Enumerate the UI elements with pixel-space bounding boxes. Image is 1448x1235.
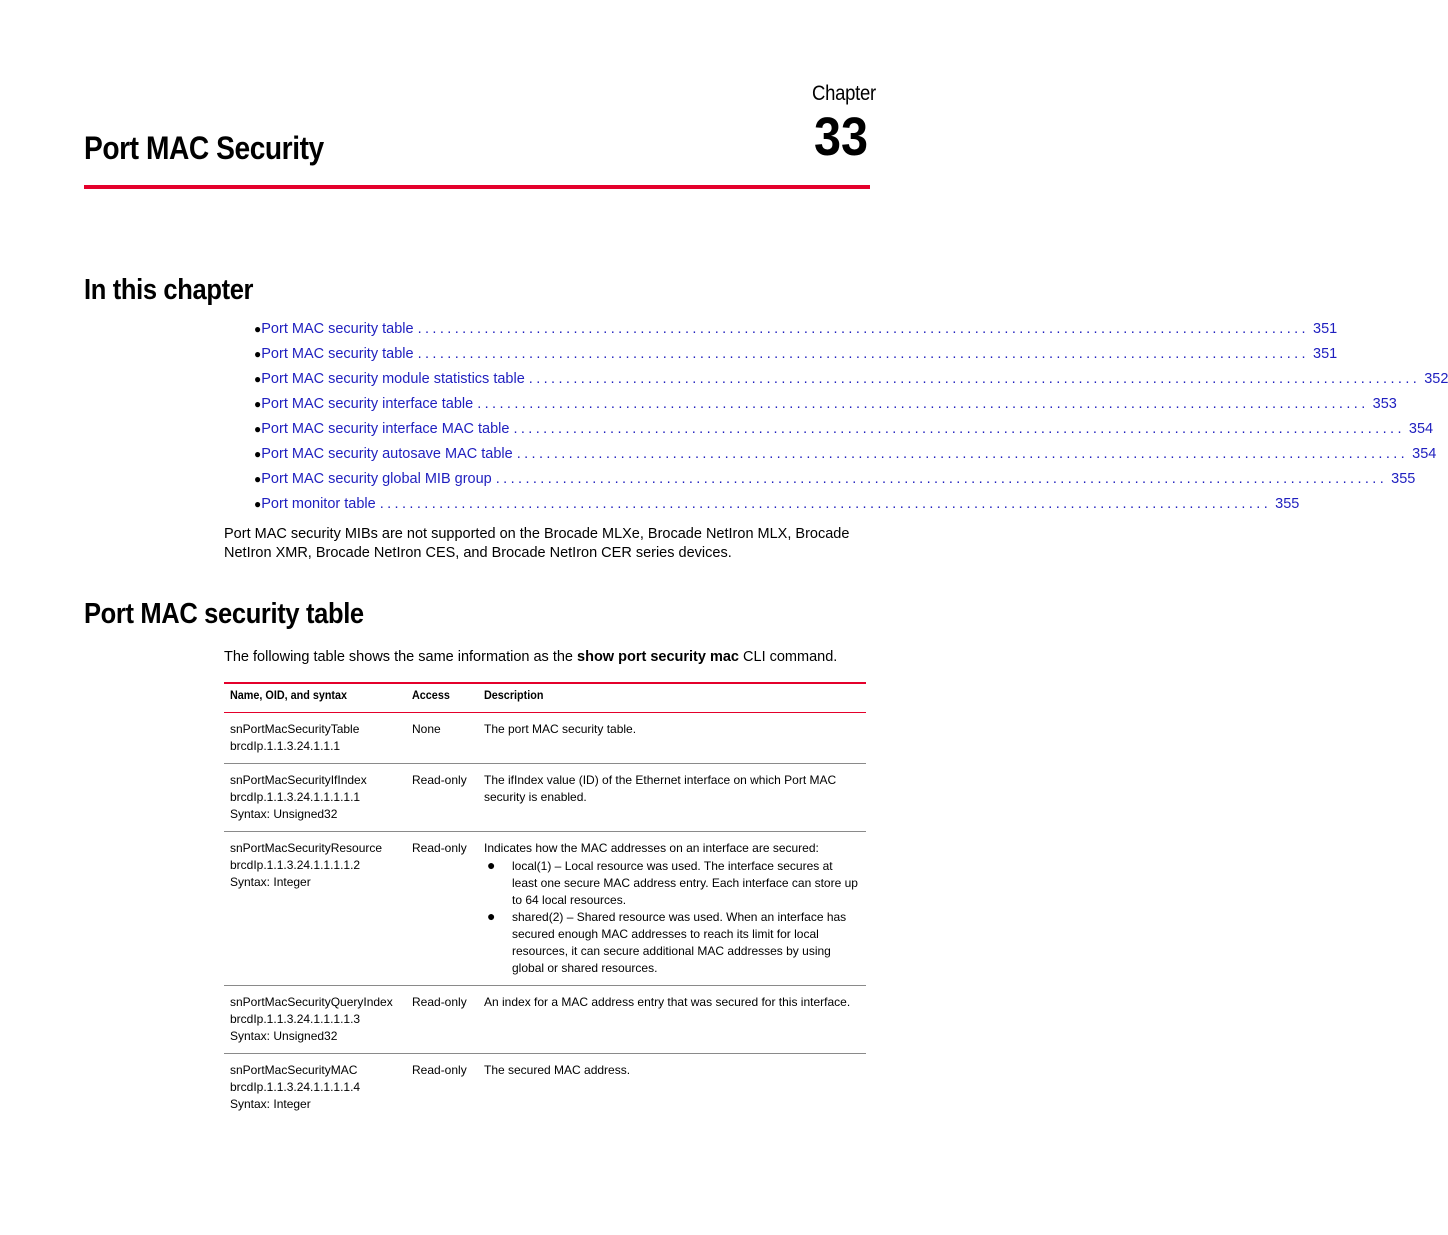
- toc-list: [254, 321, 1448, 521]
- chapter-title: Port MAC Security: [84, 130, 324, 166]
- bullet-icon: ●: [254, 447, 262, 461]
- dot-leader: ........................................................................................................................: [516, 446, 1409, 462]
- name-cell: [224, 1053, 406, 1121]
- toc-link[interactable]: Port monitor table: [261, 496, 376, 512]
- dot-leader: ........................................................................................................................: [379, 496, 1272, 512]
- dot-leader: ........................................................................................................................: [495, 471, 1388, 487]
- name-oid-line: snPortMacSecurityResource: [230, 841, 383, 855]
- bullet-icon: ●: [487, 908, 496, 925]
- toc-page-number[interactable]: 353: [1372, 396, 1397, 412]
- toc-item[interactable]: [254, 346, 1338, 371]
- access-cell: Read-only: [406, 764, 478, 832]
- chapter-number: 33: [814, 107, 869, 167]
- table-row: [224, 985, 866, 1053]
- toc-item[interactable]: [254, 371, 1448, 396]
- intro-text-end: CLI command.: [739, 649, 838, 665]
- toc-item[interactable]: [254, 446, 1437, 471]
- access-cell: None: [406, 713, 478, 764]
- access-cell: Read-only: [406, 832, 478, 986]
- toc-page-number[interactable]: 352: [1424, 371, 1448, 387]
- support-note: Port MAC security MIBs are not supported on the Brocade MLXe, Brocade NetIron MLX, Brocade NetIron XMR, Brocade NetIron CES, and Brocade NetIron CER series devices.: [224, 526, 850, 561]
- toc-item[interactable]: [254, 496, 1300, 521]
- dot-leader: ........................................................................................................................: [513, 421, 1405, 437]
- section-heading: Port MAC security table: [84, 598, 364, 630]
- mib-table: [224, 682, 866, 1121]
- description-cell: [478, 832, 866, 986]
- bullet-icon: ●: [254, 322, 262, 336]
- bullet-icon: ●: [487, 857, 496, 873]
- description-cell: [478, 1053, 866, 1121]
- bullet-icon: ●: [254, 347, 262, 361]
- intro-command: show port security mac: [577, 649, 739, 665]
- toc-link[interactable]: Port MAC security table: [261, 346, 414, 362]
- bullet-icon: ●: [254, 397, 262, 411]
- name-cell: [224, 764, 406, 832]
- bullet-icon: ●: [254, 497, 262, 511]
- in-this-chapter-heading: In this chapter: [84, 274, 254, 306]
- toc-item[interactable]: [254, 396, 1397, 421]
- dot-leader: ........................................................................................................................: [417, 346, 1309, 362]
- table-row: [224, 1053, 866, 1121]
- table-row: [224, 713, 866, 764]
- toc-link[interactable]: Port MAC security interface table: [261, 396, 474, 412]
- name-oid-line: Syntax: Integer: [230, 875, 311, 889]
- section-intro: [224, 648, 864, 667]
- bullet-icon: ●: [254, 472, 262, 486]
- toc-item[interactable]: [254, 321, 1338, 346]
- toc-link[interactable]: Port MAC security module statistics table: [261, 371, 525, 387]
- chapter-label: Chapter: [812, 82, 876, 105]
- name-oid-line: snPortMacSecurityQueryIndex: [230, 994, 393, 1009]
- dot-leader: ........................................................................................................................: [417, 321, 1309, 337]
- description-text: The secured MAC address.: [484, 1062, 631, 1077]
- name-oid-line: snPortMacSecurityMAC: [230, 1062, 358, 1077]
- name-oid-line: brcdIp.1.1.3.24.1.1.1.1.1: [230, 790, 361, 804]
- column-header: Name, OID, and syntax: [224, 683, 406, 713]
- name-oid-line: brcdIp.1.1.3.24.1.1.1.1.4: [230, 1079, 361, 1094]
- table-header-row: [224, 683, 866, 713]
- description-cell: [478, 713, 866, 764]
- description-text: The port MAC security table.: [484, 722, 637, 736]
- toc-page-number[interactable]: 355: [1275, 496, 1300, 512]
- name-oid-line: Syntax: Unsigned32: [230, 807, 338, 821]
- list-item: ● shared(2) – Shared resource was used. When an interface has secured enough MAC addresses to reach its limit for local resources, it can secure additional MAC addresses by using global or shared resources.: [487, 908, 847, 975]
- name-cell: [224, 985, 406, 1053]
- access-cell: Read-only: [412, 1062, 467, 1077]
- toc-item[interactable]: [254, 421, 1434, 446]
- toc-link[interactable]: Port MAC security global MIB group: [261, 471, 492, 487]
- toc-page-number[interactable]: 355: [1391, 471, 1416, 487]
- description-bullets: [484, 858, 860, 977]
- name-oid-line: Syntax: Unsigned32: [230, 1028, 338, 1043]
- toc-link[interactable]: Port MAC security autosave MAC table: [261, 446, 513, 462]
- toc-link[interactable]: Port MAC security interface MAC table: [261, 421, 510, 437]
- bullet-icon: ●: [254, 422, 262, 436]
- column-header: Description: [478, 683, 866, 713]
- name-oid-line: brcdIp.1.1.3.24.1.1.1.1.2: [230, 858, 361, 872]
- toc-page-number[interactable]: 351: [1313, 346, 1338, 362]
- description-text: Indicates how the MAC addresses on an interface are secured:: [484, 841, 819, 855]
- description-text: An index for a MAC address entry that was secured for this interface.: [484, 994, 851, 1009]
- intro-text: The following table shows the same information as the: [224, 649, 578, 665]
- name-oid-line: snPortMacSecurityTable: [230, 722, 360, 736]
- toc-item[interactable]: [254, 471, 1416, 496]
- description-text: The ifIndex value (ID) of the Ethernet interface on which Port MAC security is enabled.: [484, 773, 837, 804]
- name-oid-line: Syntax: Integer: [230, 1096, 311, 1111]
- toc-page-number[interactable]: 354: [1408, 421, 1434, 437]
- toc-page-number[interactable]: 351: [1313, 321, 1338, 337]
- description-cell: [478, 764, 866, 832]
- column-header: Access: [406, 683, 478, 713]
- name-cell: [224, 832, 406, 986]
- dot-leader: ........................................................................................................................: [528, 371, 1421, 387]
- toc-link[interactable]: Port MAC security table: [261, 321, 414, 337]
- chapter-rule: [84, 185, 870, 189]
- table-row: [224, 764, 866, 832]
- toc-page-number[interactable]: 354: [1412, 446, 1437, 462]
- description-cell: [478, 985, 866, 1053]
- name-oid-line: brcdIp.1.1.3.24.1.1.1: [230, 739, 341, 753]
- list-item: ● local(1) – Local resource was used. The interface secures at least one secure MAC address entry. Each interface can store up to 64 local resources.: [487, 857, 858, 907]
- name-oid-line: brcdIp.1.1.3.24.1.1.1.1.3: [230, 1011, 361, 1026]
- table-row: [224, 832, 866, 986]
- name-oid-line: snPortMacSecurityIfIndex: [230, 773, 367, 787]
- dot-leader: ........................................................................................................................: [477, 396, 1369, 412]
- name-cell: [224, 713, 406, 764]
- access-cell: Read-only: [406, 985, 478, 1053]
- bullet-icon: ●: [254, 372, 262, 386]
